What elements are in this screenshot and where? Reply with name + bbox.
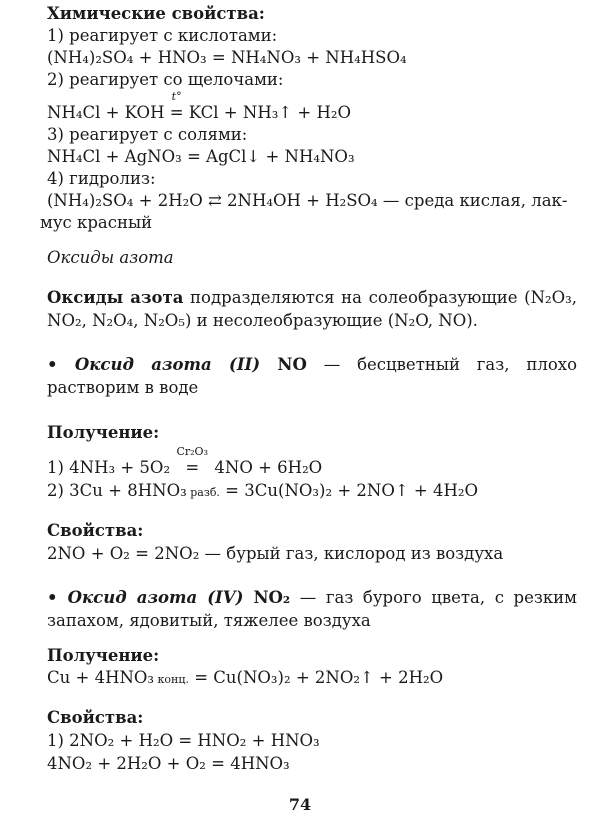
no2-preparation-heading: Получение: <box>47 646 160 665</box>
no2-title: • Оксид азота (IV) <box>47 588 244 607</box>
no2-formula: NO₂ <box>243 588 291 607</box>
no2-properties-heading: Свойства: <box>47 708 144 727</box>
no2-preparation-1 <box>47 668 443 690</box>
dilute-condition: разб. <box>186 486 220 499</box>
equation-4-continuation: мус красный <box>40 213 153 232</box>
no2-bullet <box>47 586 577 632</box>
prep-2-right: = 3Cu(NO₃)₂ + 2NO↑ + 4H₂O <box>219 481 479 500</box>
equals-sign: = <box>185 458 200 477</box>
no-bullet <box>47 353 577 399</box>
concentrated-condition: конц. <box>154 673 189 686</box>
no-description: — бесцветный газ, плохо растворим в воде <box>47 355 578 397</box>
equation-2-sign <box>169 90 184 123</box>
page-number: 74 <box>288 795 312 814</box>
property-item-2: 2) реагирует со щелочами: <box>47 70 284 89</box>
equals-sign: = <box>169 103 184 122</box>
no-property-1: 2NO + O₂ = 2NO₂ — бурый газ, кислород из воздуха <box>47 544 504 563</box>
catalyst: Cr₂O₃ <box>176 445 208 458</box>
prep-1-sign <box>176 445 208 478</box>
section-title: Оксиды азота <box>47 248 174 267</box>
no-properties-heading: Свойства: <box>47 521 144 540</box>
equation-2-left: NH₄Cl + KOH <box>47 103 170 122</box>
no-preparation-2 <box>47 481 478 503</box>
chemical-properties-heading: Химические свойства: <box>47 4 265 23</box>
no2-property-2: 4NO₂ + 2H₂O + O₂ = 4HNO₃ <box>47 754 290 773</box>
equation-2 <box>47 90 351 123</box>
prep-right: = Cu(NO₃)₂ + 2NO₂↑ + 2H₂O <box>188 668 444 687</box>
prep-1-right: 4NO + 6H₂O <box>209 458 323 477</box>
property-item-1: 1) реагирует с кислотами: <box>47 26 278 45</box>
equation-3: NH₄Cl + AgNO₃ = AgCl↓ + NH₄NO₃ <box>47 147 355 166</box>
prep-left: Cu + 4HNO₃ <box>47 668 155 687</box>
prep-1-left: 1) 4NH₃ + 5O₂ <box>47 458 176 477</box>
prep-2-left: 2) 3Cu + 8HNO₃ <box>47 481 187 500</box>
property-item-4: 4) гидролиз: <box>47 169 156 188</box>
property-item-3: 3) реагирует с солями: <box>47 125 248 144</box>
no-title: • Оксид азота (II) <box>47 355 261 374</box>
equation-2-right: KCl + NH₃↑ + H₂O <box>183 103 351 122</box>
no2-property-1: 1) 2NO₂ + H₂O = HNO₂ + HNO₃ <box>47 731 320 750</box>
no-preparation-heading: Получение: <box>47 423 160 442</box>
intro-term: Оксиды азота <box>47 288 184 307</box>
intro-paragraph <box>47 286 577 332</box>
no-formula: NO <box>260 355 307 374</box>
equation-4: (NH₄)₂SO₄ + 2H₂O ⇄ 2NH₄OH + H₂SO₄ — среда кислая, лак- <box>47 191 568 210</box>
equation-1: (NH₄)₂SO₄ + HNO₃ = NH₄NO₃ + NH₄HSO₄ <box>47 48 407 67</box>
intro-text: подразделяются на солеобразующие (N₂O₃, NO₂, N₂O₄, N₂O₅) и несолеобразующие (N₂O, NO). <box>47 288 578 330</box>
heating-condition: t° <box>171 90 182 103</box>
no2-description: — газ бурого цвета, с резким запахом, ядовитый, тяжелее воздуха <box>47 588 577 630</box>
no-preparation-1 <box>47 445 323 478</box>
